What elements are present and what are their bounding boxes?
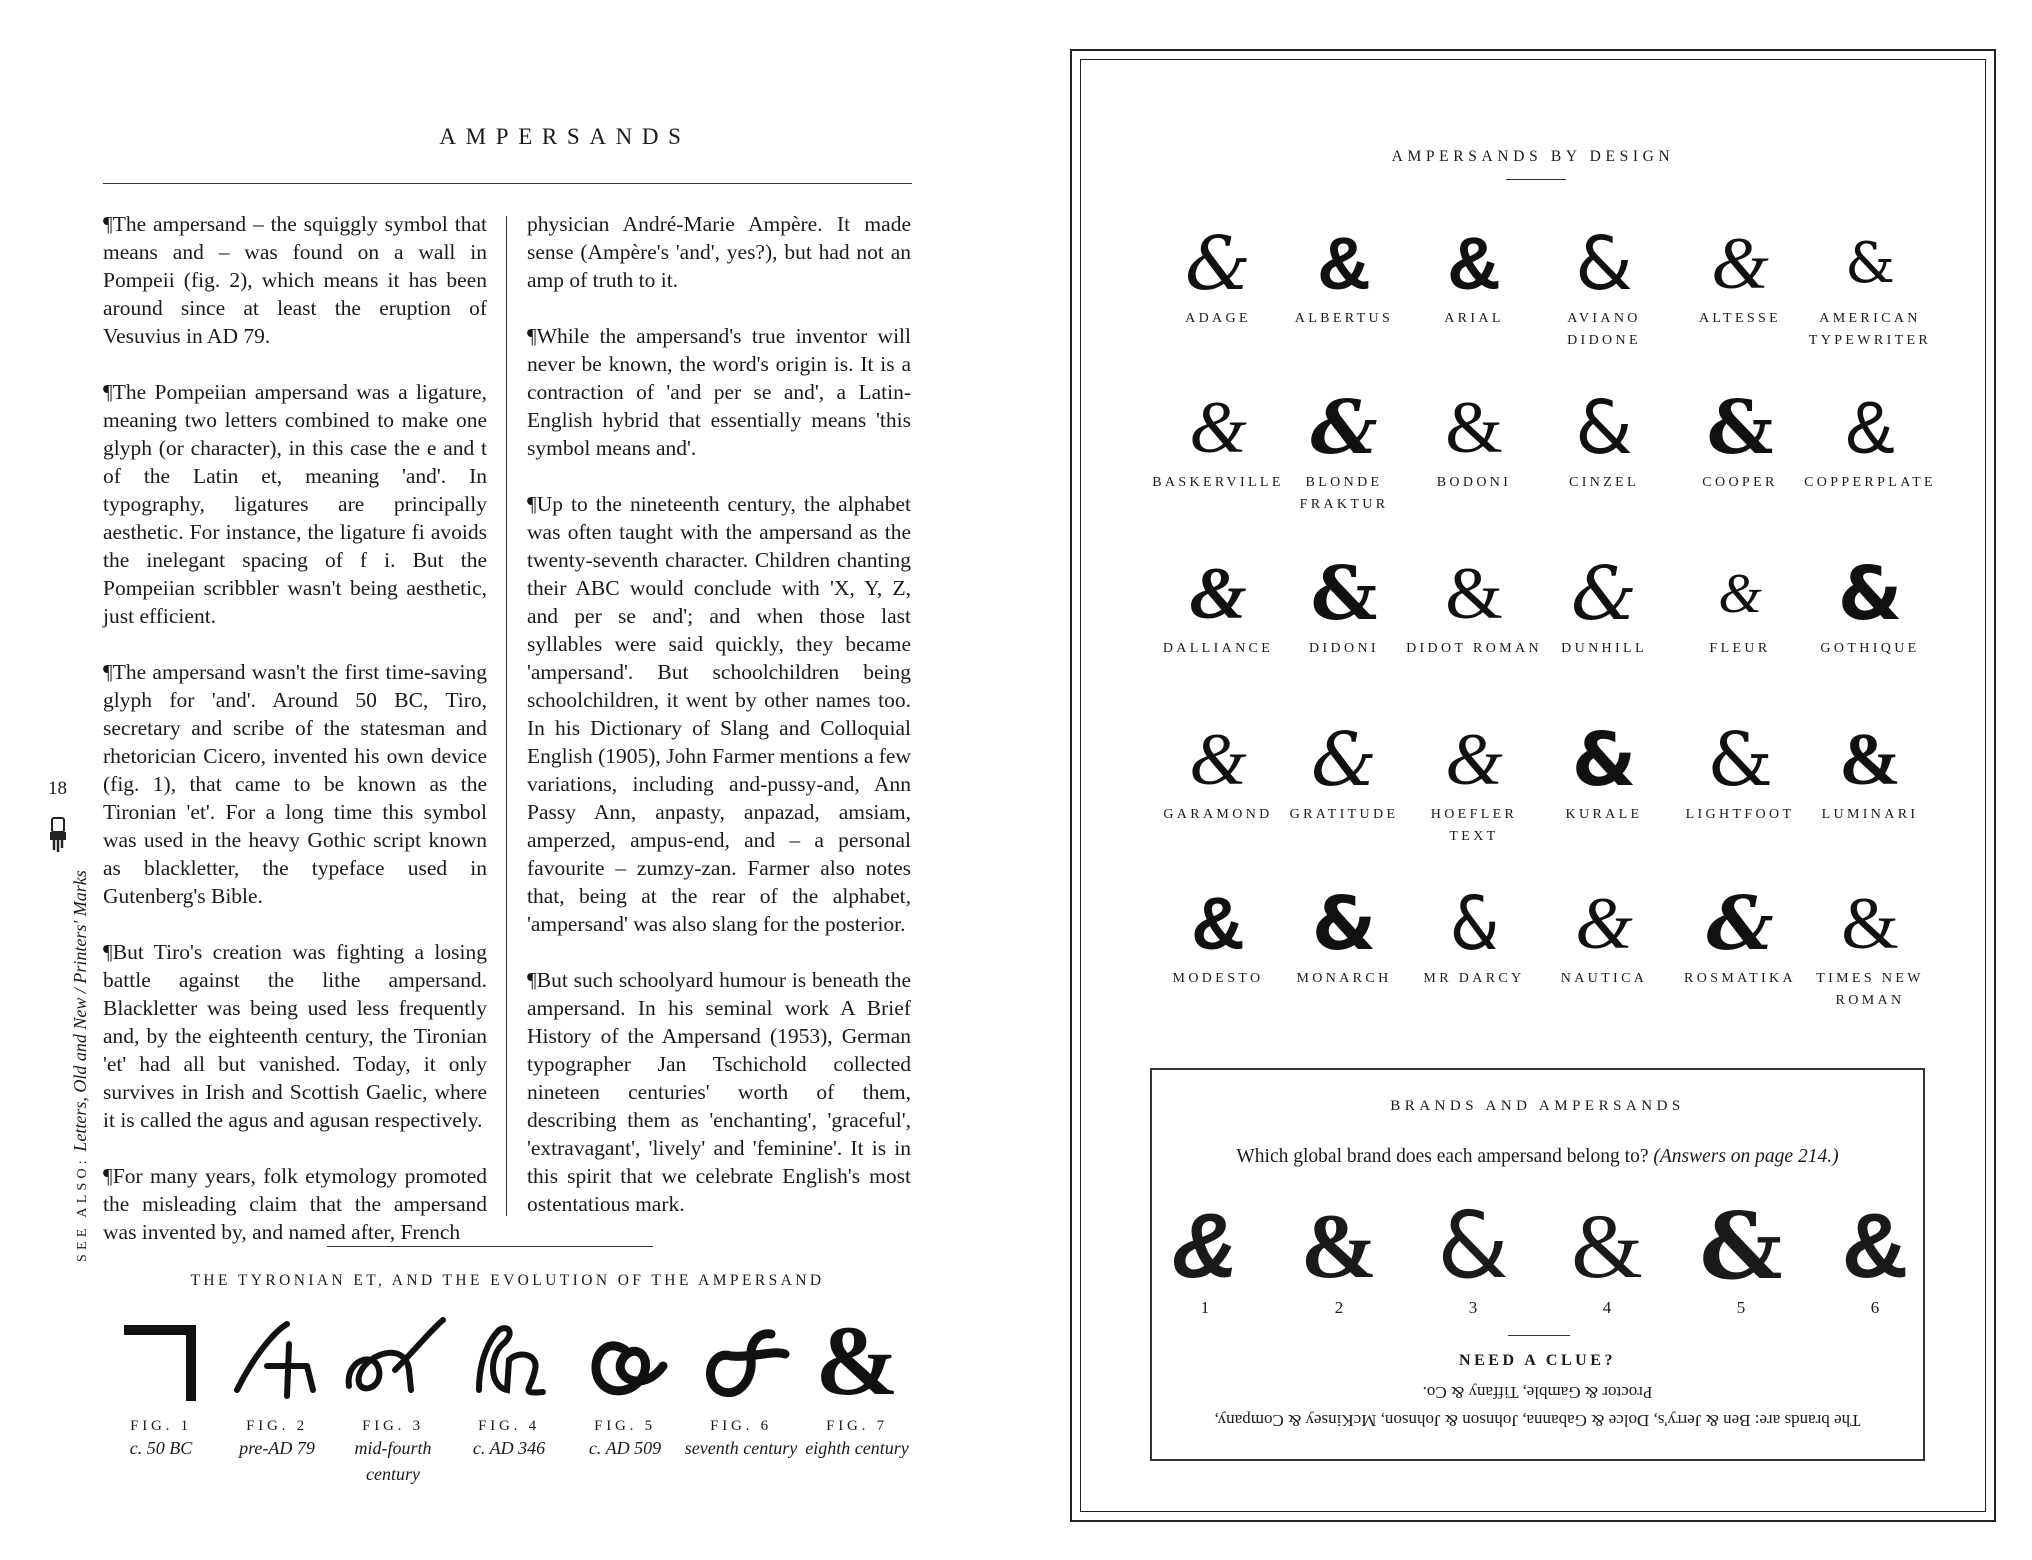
brand-glyph: & [1841,1195,1909,1297]
evolution-figure-6 [683,1310,799,1461]
ampersand-sample [1148,718,1288,826]
typeface-name: AVIANO DIDONE [1567,311,1641,348]
paragraph: ¶For many years, folk etymology promoted the misleading claim that the ampersand was invented by, and named after, French [103,1164,487,1244]
ampersand-sample [1800,718,1940,826]
brands-question [1150,1146,1925,1168]
brand-ampersand-1 [1150,1196,1260,1318]
ampersand-glyph: & [1707,717,1773,803]
ampersand-sample [1274,552,1414,660]
title-rule [103,183,912,184]
ampersand-sample [1404,222,1544,330]
ampersand-glyph: & [1189,553,1247,635]
ampersand-glyph: & [1447,222,1501,305]
ampersand-glyph: & [1445,553,1503,635]
figure-caption: pre-AD 79 [239,1438,315,1458]
answers-reference: (Answers on page 214.) [1653,1146,1839,1167]
ampersand-glyph: & [1571,717,1637,803]
ampersand-glyph: & [1845,231,1895,296]
evolution-figure-5 [567,1310,683,1461]
ampersand-glyph: & [1575,385,1633,471]
ampersand-glyph: & [1310,385,1378,471]
evolution-figure-3 [335,1310,451,1487]
clue-rule [1508,1335,1570,1336]
paragraph: physician André-Marie Ampère. It made sense (Ampère's 'and', yes?), but had not an amp of truth to it. [527,212,911,292]
design-title-rule [1506,179,1566,180]
brand-ampersand-6 [1820,1196,1930,1318]
typeface-name: LUMINARI [1821,807,1919,822]
figure-label: FIG. 4 [478,1418,540,1434]
typeface-name: ADAGE [1185,311,1251,326]
brand-number: 1 [1200,1298,1210,1317]
ampersand-sample [1534,222,1674,352]
brand-number: 2 [1334,1298,1344,1317]
text-column-1 [103,210,487,1274]
ampersand-glyph: & [1451,881,1497,967]
figure-label: FIG. 3 [362,1418,424,1434]
tironian-et-icon [111,1310,211,1406]
brand-ampersand-4 [1552,1196,1662,1318]
typeface-name: HOEFLER TEXT [1430,807,1518,844]
ampersand-sample [1274,222,1414,330]
paragraph: ¶The ampersand – the squiggly symbol that means and – was found on a wall in Pompeii (fig. 2), which means it has been around since at least the eruption of Vesuvius in AD 79. [103,212,487,348]
evolution-rule [327,1246,653,1247]
see-also-text: Letters, Old and New / Printers' Marks [70,870,90,1152]
eighth-century-ampersand-icon [807,1310,907,1406]
ampersand-glyph: & [1445,719,1503,801]
evolution-figure-1 [103,1310,219,1461]
ampersand-glyph: & [1718,563,1762,625]
ampersand-sample [1148,552,1288,660]
brand-glyph: & [1300,1195,1378,1297]
figure-caption: c. AD 346 [472,1438,546,1458]
ampersand-sample [1800,882,1940,1012]
typeface-name: KURALE [1565,807,1643,822]
figure-label: FIG. 6 [710,1418,772,1434]
ampersand-glyph: & [1706,385,1774,471]
figure-caption: mid-fourth century [354,1438,432,1484]
typeface-name: FLEUR [1709,641,1771,656]
typeface-name: LIGHTFOOT [1685,807,1795,822]
ampersand-sample [1148,882,1288,990]
fourth-century-ampersand-icon [335,1310,451,1406]
typeface-name: DIDOT ROMAN [1406,641,1542,656]
brand-ampersand-3 [1418,1192,1528,1318]
paragraph: ¶But Tiro's creation was fighting a losing battle against the lithe ampersand. Blackletter was being used less frequently and, by the eighteenth century, the Tironian 'et' had all but vanished. Today, it only survives in Irish and Scottish Gaelic, where it is called the agus and agusan respectively. [103,940,487,1132]
typeface-name: MONARCH [1296,971,1392,986]
ampersand-sample [1800,222,1940,352]
typeface-name: MR DARCY [1423,971,1525,986]
ampersand-sample [1670,222,1810,330]
column-divider [506,216,507,1216]
brand-number: 3 [1468,1298,1478,1317]
ampersand-glyph: & [1841,883,1899,965]
ampersand-sample [1670,552,1810,660]
ampersand-sample [1534,552,1674,660]
paragraph: ¶While the ampersand's true inventor will never be known, the word's origin is. It is a contraction of 'and per se and', a Latin-English hybrid that essentially means 'this symbol means and'. [527,324,911,460]
design-section-title: AMPERSANDS BY DESIGN [1391,148,1675,165]
ampersand-sample [1800,552,1940,660]
ampersand-sample [1404,552,1544,660]
ad346-ampersand-icon [459,1310,559,1406]
brand-glyph: & [1699,1192,1783,1300]
typeface-name: GOTHIQUE [1820,641,1920,656]
ampersand-sample [1274,386,1414,516]
ampersand-glyph: & [1575,221,1633,307]
ampersand-glyph: & [1185,221,1251,307]
ampersand-glyph: & [1575,883,1633,965]
typeface-name: AMERICAN TYPEWRITER [1808,311,1932,348]
brand-ampersand-5 [1686,1192,1796,1318]
see-also-label: SEE ALSO: [75,1156,90,1262]
typeface-name: GRATITUDE [1289,807,1399,822]
ampersand-sample [1534,882,1674,990]
ampersand-sample [1404,718,1544,848]
ampersand-glyph: & [1311,717,1377,803]
ampersand-sample [1534,386,1674,494]
ampersand-glyph: & [1706,881,1774,967]
clue-title: NEED A CLUE? [1459,1352,1616,1369]
ampersand-sample [1404,386,1544,494]
typeface-name: ROSMATIKA [1684,971,1796,986]
ampersand-sample [1670,718,1810,826]
ampersand-glyph: & [1445,387,1503,469]
ampersand-glyph: & [1317,222,1371,305]
typeface-name: CINZEL [1569,475,1639,490]
figure-label: FIG. 1 [130,1418,192,1434]
pompeii-ampersand-icon [227,1310,327,1406]
clue-answer-upside-down: The brands are: Ben & Jerry's, Dolce & Gabanna, Johnson & Johnson, McKinsey & Company, Proctor & Gamble, Tiffany & Co. [1214,1383,1861,1430]
typeface-name: DIDONI [1309,641,1379,656]
pointing-hand-icon [44,816,72,854]
typeface-name: DUNHILL [1561,641,1647,656]
ampersand-sample [1274,718,1414,826]
evolution-figure-2 [219,1310,335,1461]
paragraph: ¶The ampersand wasn't the first time-saving glyph for 'and'. Around 50 BC, Tiro, secretary and scribe of the statesman and rhetorician Cicero, invented his own device (fig. 1), that came to be known as the Tironian 'et'. For a long time this symbol was used in the heavy Gothic script known as blackletter, the typeface used in Gutenberg's Bible. [103,660,487,908]
figure-caption: c. AD 509 [588,1438,662,1458]
figure-caption: seventh century [684,1438,798,1458]
typeface-name: ARIAL [1444,311,1504,326]
evolution-figure-7 [799,1310,915,1461]
figure-label: FIG. 5 [594,1418,656,1434]
brand-number: 4 [1602,1298,1612,1317]
text-column-2 [527,210,911,1246]
brand-number: 6 [1870,1298,1880,1317]
brand-glyph: & [1571,1195,1643,1297]
ampersand-glyph: & [1310,551,1378,637]
typeface-name: ALTESSE [1698,311,1782,326]
ampersand-glyph: & [1711,223,1769,305]
figure-label: FIG. 2 [246,1418,308,1434]
paragraph: ¶Up to the nineteenth century, the alphabet was often taught with the ampersand as the twenty-seventh character. Children chanting their ABC would conclude with 'X, Y, Z, and per se and'; and when those last syllables were said quickly, they became 'ampersand'. But schoolchildren being schoolchildren, it went by other names too. In his Dictionary of Slang and Colloquial English (1905), John Farmer mentions a few variations, including and-pussy-and, Ann Passy Ann, anpasty, anpazad, amsiam, amperzed, ampus-end, and – a personal favourite – zumzy-zan. Farmer also notes that, being at the rear of the alphabet, 'ampersand' was also slang for the posterior. [527,492,911,936]
ampersand-glyph: & [1189,387,1247,469]
page-title: AMPERSANDS [439,124,691,149]
typeface-name: BASKERVILLE [1152,475,1284,490]
seventh-century-ampersand-icon [691,1310,791,1406]
ad509-ampersand-icon [575,1310,675,1406]
brand-glyph: & [1437,1192,1509,1299]
evolution-figure-4 [451,1310,567,1461]
typeface-name: COPPERPLATE [1804,475,1936,490]
question-text: Which global brand does each ampersand belong to? [1236,1146,1649,1167]
ampersand-glyph: & [1191,882,1245,965]
brand-ampersand-2 [1284,1196,1394,1318]
paragraph: ¶The Pompeiian ampersand was a ligature, meaning two letters combined to make one glyph (or character), in this case the e and t of the Latin et, meaning 'and'. In typography, ligatures are principally aesthetic. For instance, the ligature fi avoids the inelegant spacing of f i. But the Pompeiian scribbler wasn't being aesthetic, just efficient. [103,380,487,628]
ampersand-glyph: & [1837,551,1903,637]
typeface-name: ALBERTUS [1294,311,1394,326]
ampersand-glyph: & [1571,551,1637,637]
typeface-name: TIMES NEW ROMAN [1816,971,1924,1008]
see-also-note [70,870,91,1262]
ampersand-sample [1148,386,1288,494]
figure-caption: eighth century [805,1438,909,1458]
ampersand-glyph: & [1839,719,1901,801]
figure-label: FIG. 7 [826,1418,888,1434]
ampersand-sample [1148,222,1288,330]
typeface-name: BODONI [1436,475,1512,490]
ampersand-glyph: & [1845,386,1895,469]
ampersand-sample [1800,386,1940,494]
ampersand-sample [1404,882,1544,990]
typeface-name: DALLIANCE [1162,641,1274,656]
glyph-and: & [815,1310,899,1406]
typeface-name: BLONDE FRAKTUR [1299,475,1389,512]
typeface-name: COOPER [1702,475,1778,490]
paragraph: ¶But such schoolyard humour is beneath the ampersand. In his seminal work A Brief History of the Ampersand (1953), German typographer Jan Tschichold collected nineteen centuries' worth of them, describing them as 'enchanting', 'graceful', 'extravagant', 'lively' and 'feminine'. It is in this spirit that we celebrate English's most ostentatious mark. [527,968,911,1216]
ampersand-glyph: & [1189,719,1247,801]
brands-title: BRANDS AND AMPERSANDS [1390,1098,1685,1114]
evolution-title: THE TYRONIAN ET, AND THE EVOLUTION OF THE AMPERSAND [190,1272,825,1289]
ampersand-glyph: & [1311,881,1377,967]
figure-caption: c. 50 BC [129,1438,193,1458]
typeface-name: MODESTO [1172,971,1264,986]
brand-glyph: & [1171,1195,1239,1297]
ampersand-sample [1670,386,1810,494]
page-number: 18 [48,778,67,799]
typeface-name: NAUTICA [1560,971,1648,986]
ampersand-sample [1534,718,1674,826]
brand-number: 5 [1736,1298,1746,1317]
ampersand-sample [1670,882,1810,990]
typeface-name: GARAMOND [1163,807,1273,822]
ampersand-sample [1274,882,1414,990]
